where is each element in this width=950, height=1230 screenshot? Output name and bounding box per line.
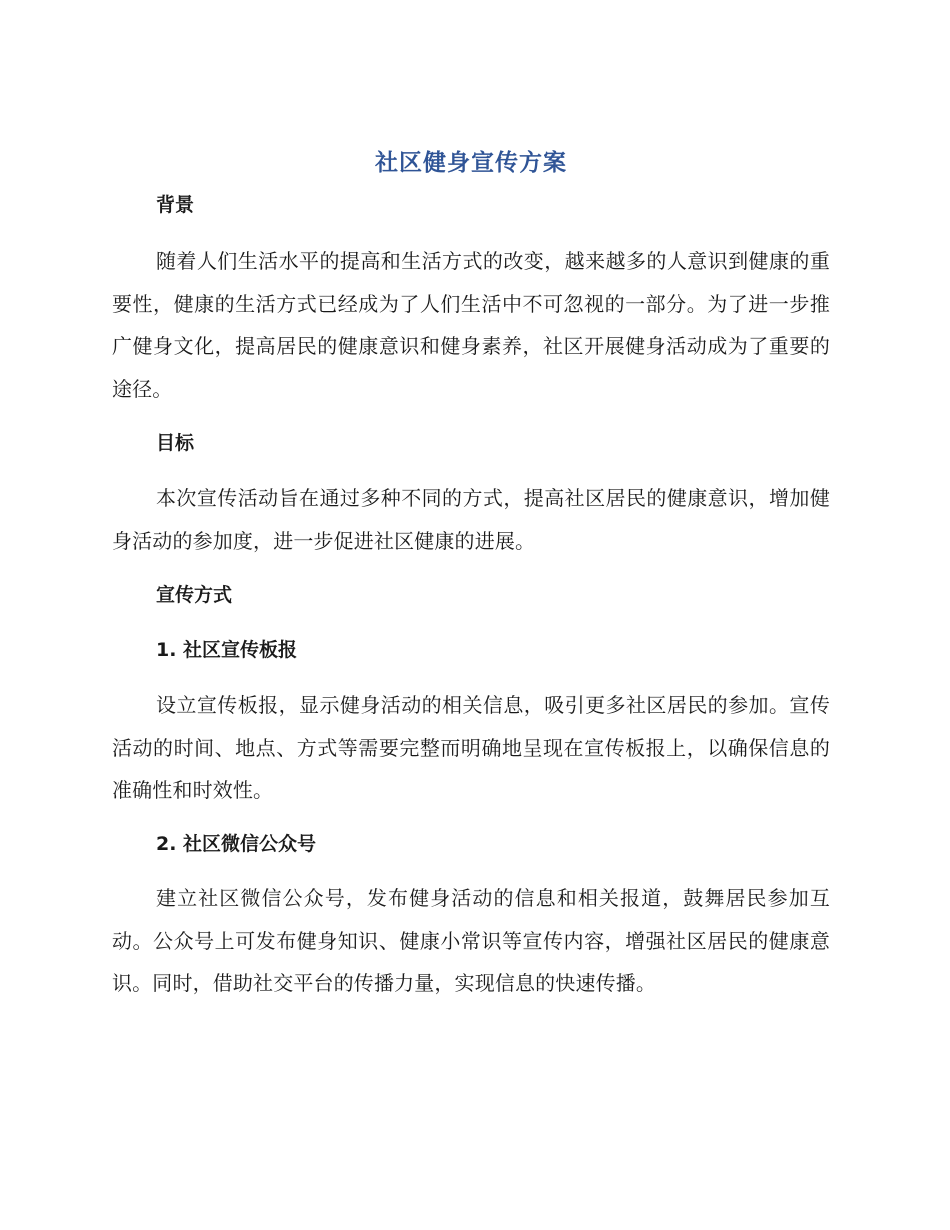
- subsection-heading-wechat-account: 2. 社区微信公众号: [156, 833, 317, 855]
- subsection-paragraph-wechat-account: 建立社区微信公众号，发布健身活动的信息和相关报道，鼓舞居民参加互动。公众号上可发布健身知识、健康小常识等宣传内容，增强社区居民的健康意识。同时，借助社交平台的传播力量，实现信息的快速传播。: [112, 886, 830, 996]
- section-heading-goal: 目标: [156, 432, 195, 454]
- document-body: [112, 138, 830, 996]
- document-title: 社区健身宣传方案: [375, 150, 567, 176]
- section-heading-background: 背景: [156, 194, 195, 216]
- subsection-paragraph-bulletin-board: 设立宣传板报，显示健身活动的相关信息，吸引更多社区居民的参加。宣传活动的时间、地点、方式等需要完整而明确地呈现在宣传板报上，以确保信息的准确性和时效性。: [112, 693, 830, 803]
- section-paragraph-background: 随着人们生活水平的提高和生活方式的改变，越来越多的人意识到健康的重要性，健康的生活方式已经成为了人们生活中不可忽视的一部分。为了进一步推广健身文化，提高居民的健康意识和健身素养，社区开展健身活动成为了重要的途径。: [112, 249, 830, 401]
- section-paragraph-goal: 本次宣传活动旨在通过多种不同的方式，提高社区居民的健康意识，增加健身活动的参加度，进一步促进社区健康的进展。: [112, 486, 830, 553]
- section-heading-methods: 宣传方式: [156, 584, 233, 606]
- subsection-heading-bulletin-board: 1. 社区宣传板报: [156, 639, 298, 661]
